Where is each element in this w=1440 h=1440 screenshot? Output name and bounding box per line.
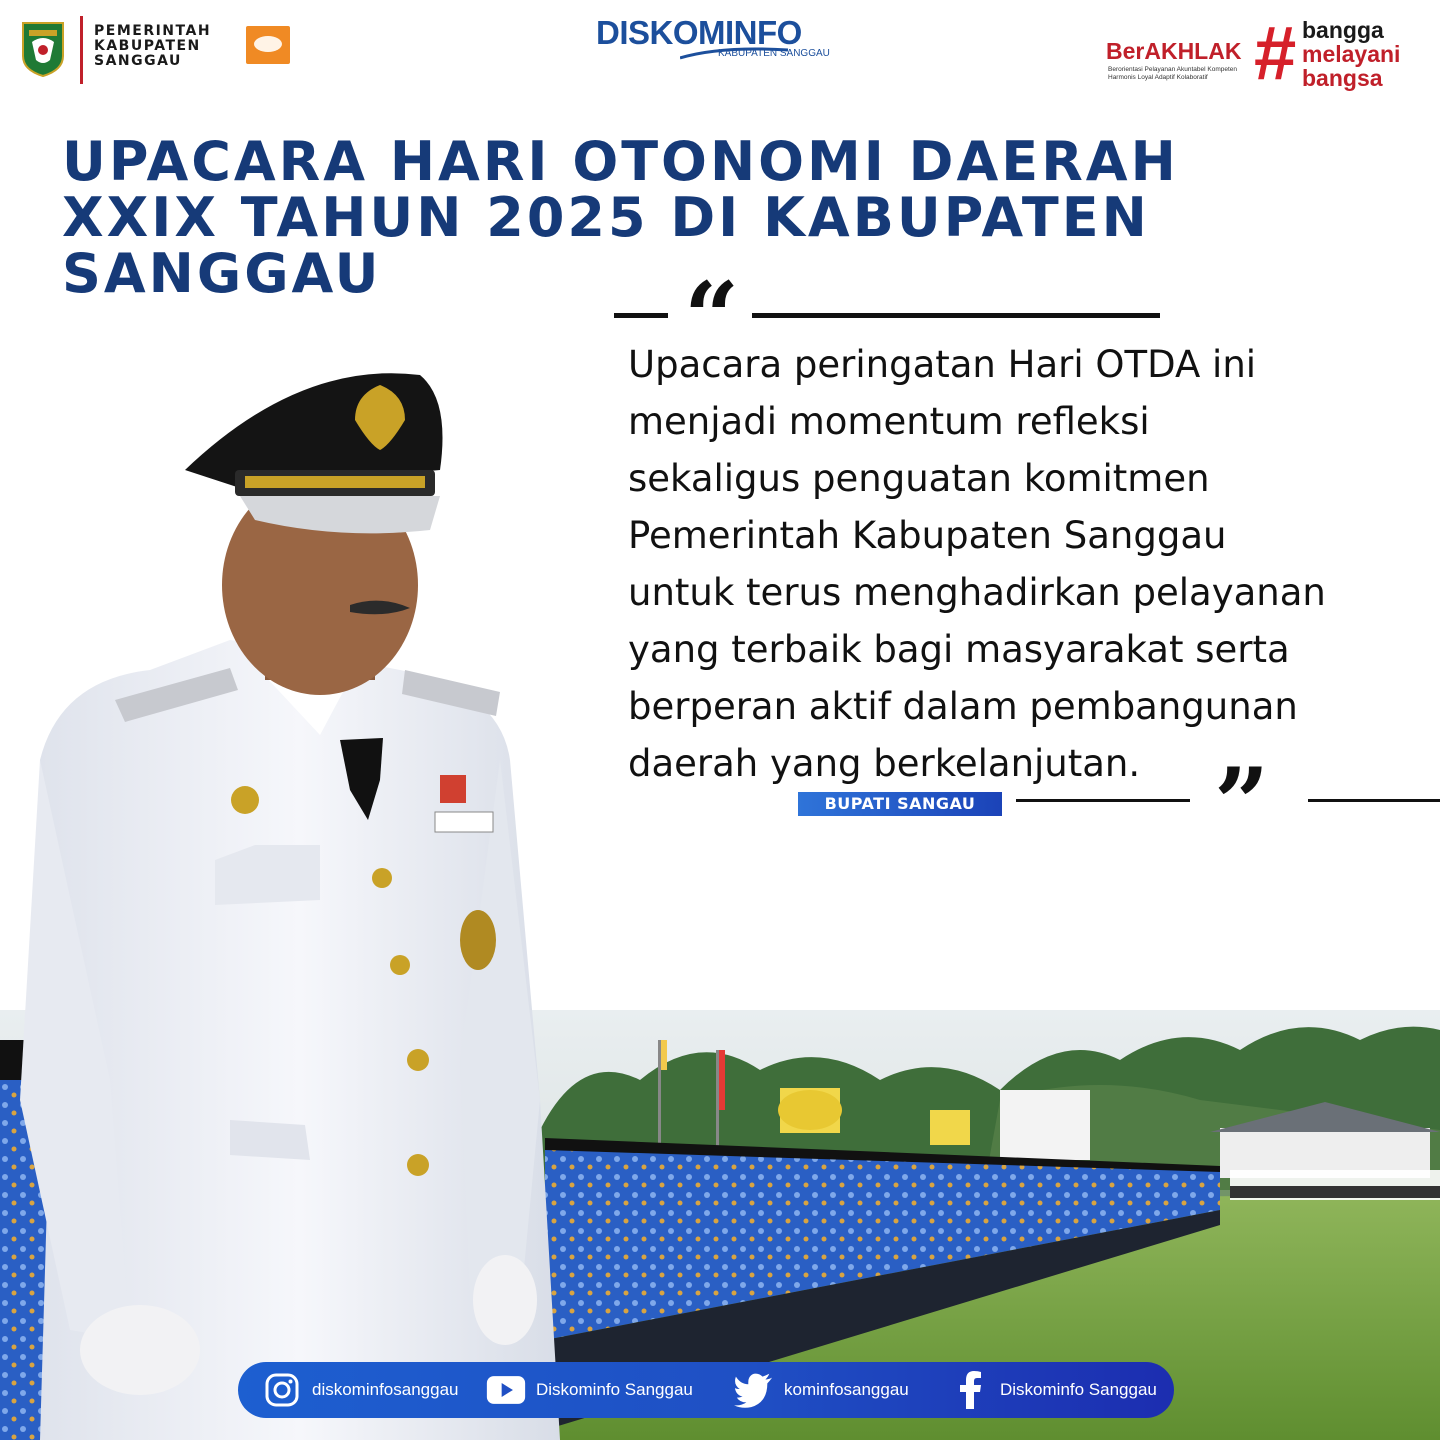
government-name xyxy=(94,24,211,69)
berakhlak-title: BerAKHLAK xyxy=(1106,38,1242,64)
title-line-1: UPACARA HARI OTONOMI DAERAH xyxy=(62,130,1179,193)
diskominfo-title: DISKOMINFO xyxy=(596,14,802,51)
facebook-icon xyxy=(950,1370,990,1410)
quote-line: daerah yang berkelanjutan. xyxy=(628,742,1141,785)
quote-line: yang terbaik bagi masyarakat serta xyxy=(628,628,1290,671)
gov-line-2: KABUPATEN xyxy=(94,38,201,54)
bangga-melayani-bangsa xyxy=(1302,18,1400,90)
instagram-handle: diskominfosanggau xyxy=(312,1380,459,1399)
social-twitter[interactable] xyxy=(734,1362,909,1418)
gov-line-3: SANGGAU xyxy=(94,53,182,69)
quote-line: berperan aktif dalam pembangunan xyxy=(628,685,1298,728)
twitter-handle: kominfosanggau xyxy=(784,1380,909,1399)
berakhlak-tagline: Berorientasi Pelayanan Akuntabel Kompeten Harmonis Loyal Adaptif Kolaboratif xyxy=(1108,66,1238,81)
bupati-portrait-photo xyxy=(0,360,560,1440)
pemkab-sanggau-logo xyxy=(18,12,308,84)
regency-crest-icon xyxy=(20,20,66,78)
quote-line: menjadi momentum refleksi xyxy=(628,400,1150,443)
twitter-icon xyxy=(734,1370,774,1410)
open-quote-icon: “ xyxy=(684,261,740,374)
bangsa-word: bangsa xyxy=(1302,65,1383,91)
youtube-icon xyxy=(486,1370,526,1410)
quote-line: Upacara peringatan Hari OTDA ini xyxy=(628,343,1257,386)
bangga-word: bangga xyxy=(1302,17,1384,43)
diskominfo-logo xyxy=(596,14,836,72)
title-line-2: XXIX TAHUN 2025 DI KABUPATEN xyxy=(62,186,1150,249)
quote-line: untuk terus menghadirkan pelayanan xyxy=(628,571,1326,614)
quote-rule-top xyxy=(752,313,1160,318)
event-badge-icon xyxy=(246,26,290,64)
quote-attribution: BUPATI SANGAU xyxy=(798,792,1002,816)
melayani-word: melayani xyxy=(1302,41,1401,67)
quote-rule-bottom-left xyxy=(1016,799,1190,802)
quote-rule-bottom-right xyxy=(1308,799,1440,802)
social-media-bar xyxy=(238,1362,1174,1418)
close-quote-icon: ” xyxy=(1214,747,1270,860)
quote-line: sekaligus penguatan komitmen xyxy=(628,457,1210,500)
facebook-page: Diskominfo Sanggau xyxy=(1000,1380,1157,1399)
berakhlak-logo xyxy=(1106,11,1426,96)
logo-divider xyxy=(80,16,83,84)
quote-text xyxy=(628,336,1428,792)
gov-line-1: PEMERINTAH xyxy=(94,23,212,39)
hashtag-icon: # xyxy=(1254,11,1297,96)
instagram-icon xyxy=(262,1370,302,1410)
youtube-channel: Diskominfo Sanggau xyxy=(536,1380,693,1399)
quote-line: Pemerintah Kabupaten Sanggau xyxy=(628,514,1227,557)
social-instagram[interactable] xyxy=(262,1362,458,1418)
social-facebook[interactable] xyxy=(950,1362,1157,1418)
page-title xyxy=(62,130,1262,305)
diskominfo-subtitle: KABUPATEN SANGGAU xyxy=(718,48,830,59)
quote-rule-left xyxy=(614,313,668,318)
social-youtube[interactable] xyxy=(486,1362,693,1418)
title-line-3: SANGGAU xyxy=(62,242,382,305)
